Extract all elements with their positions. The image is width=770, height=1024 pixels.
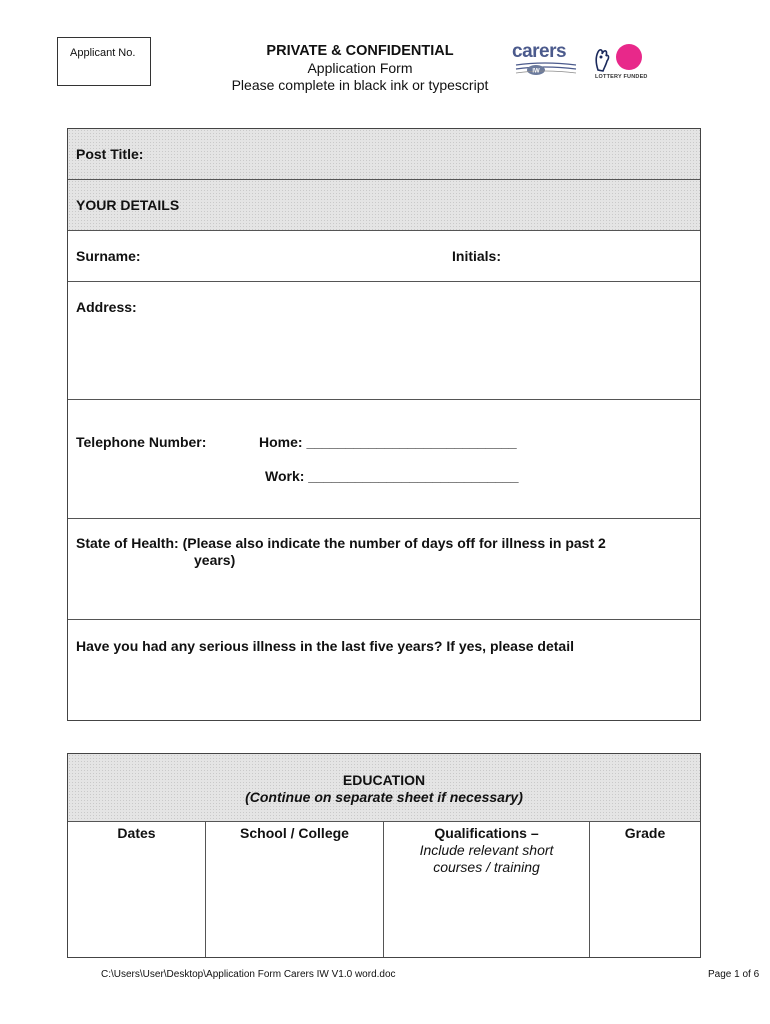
applicant-number-label: Applicant No.: [70, 47, 136, 59]
qualifications-note-line2: courses / training: [433, 859, 540, 875]
work-phone-field[interactable]: Work: ___________________________: [265, 468, 519, 484]
carers-logo: [512, 42, 582, 78]
illness-row[interactable]: [68, 620, 700, 721]
footer-file-path: C:\Users\User\Desktop\Application Form Carers IW V1.0 word.doc: [101, 969, 396, 980]
post-title-row[interactable]: [68, 129, 700, 180]
form-instruction: Please complete in black ink or typescript: [231, 77, 489, 93]
crossed-fingers-icon: [592, 44, 652, 74]
qualifications-column[interactable]: [384, 822, 590, 957]
qualifications-header: Qualifications –: [434, 825, 539, 841]
form-subtitle: Application Form: [307, 60, 413, 76]
carers-logo-tag: IW: [532, 68, 540, 75]
health-label: State of Health: (Please also indicate the number of days off for illness in past 2: [76, 535, 606, 551]
carers-logo-word: carers: [512, 41, 567, 62]
personal-details-table: [67, 128, 701, 721]
your-details-heading-row: [68, 180, 700, 231]
lottery-funded-logo: [592, 44, 652, 84]
education-title: EDUCATION: [342, 772, 426, 788]
address-row[interactable]: [68, 282, 700, 400]
education-header: [68, 754, 700, 822]
form-header: [200, 43, 520, 94]
post-title-label: Post Title:: [76, 146, 144, 162]
health-label-continued: years): [194, 552, 236, 568]
name-row[interactable]: [68, 231, 700, 282]
confidential-title: PRIVATE & CONFIDENTIAL: [266, 43, 454, 59]
address-label: Address:: [76, 299, 137, 315]
illness-label: Have you had any serious illness in the last five years? If yes, please detail: [76, 638, 574, 654]
grade-header: Grade: [624, 825, 666, 841]
home-phone-field[interactable]: Home: ___________________________: [259, 434, 517, 450]
surname-label: Surname:: [76, 248, 141, 264]
dates-column[interactable]: [68, 822, 206, 957]
footer-page-number: Page 1 of 6: [708, 969, 760, 980]
lottery-funded-text: LOTTERY FUNDED: [595, 74, 648, 80]
school-column[interactable]: [206, 822, 384, 957]
education-table: [67, 753, 701, 958]
health-row[interactable]: [68, 519, 700, 620]
grade-column[interactable]: [590, 822, 700, 957]
dates-header: Dates: [117, 825, 156, 841]
carers-swoosh-icon: [514, 62, 578, 76]
applicant-number-box[interactable]: [57, 37, 151, 86]
initials-label: Initials:: [452, 248, 502, 264]
school-header: School / College: [240, 825, 349, 841]
telephone-row[interactable]: [68, 400, 700, 519]
telephone-label: Telephone Number:: [76, 434, 207, 450]
qualifications-note-line1: Include relevant short: [419, 842, 554, 858]
your-details-heading: YOUR DETAILS: [76, 197, 180, 213]
education-note: (Continue on separate sheet if necessary): [245, 789, 523, 805]
